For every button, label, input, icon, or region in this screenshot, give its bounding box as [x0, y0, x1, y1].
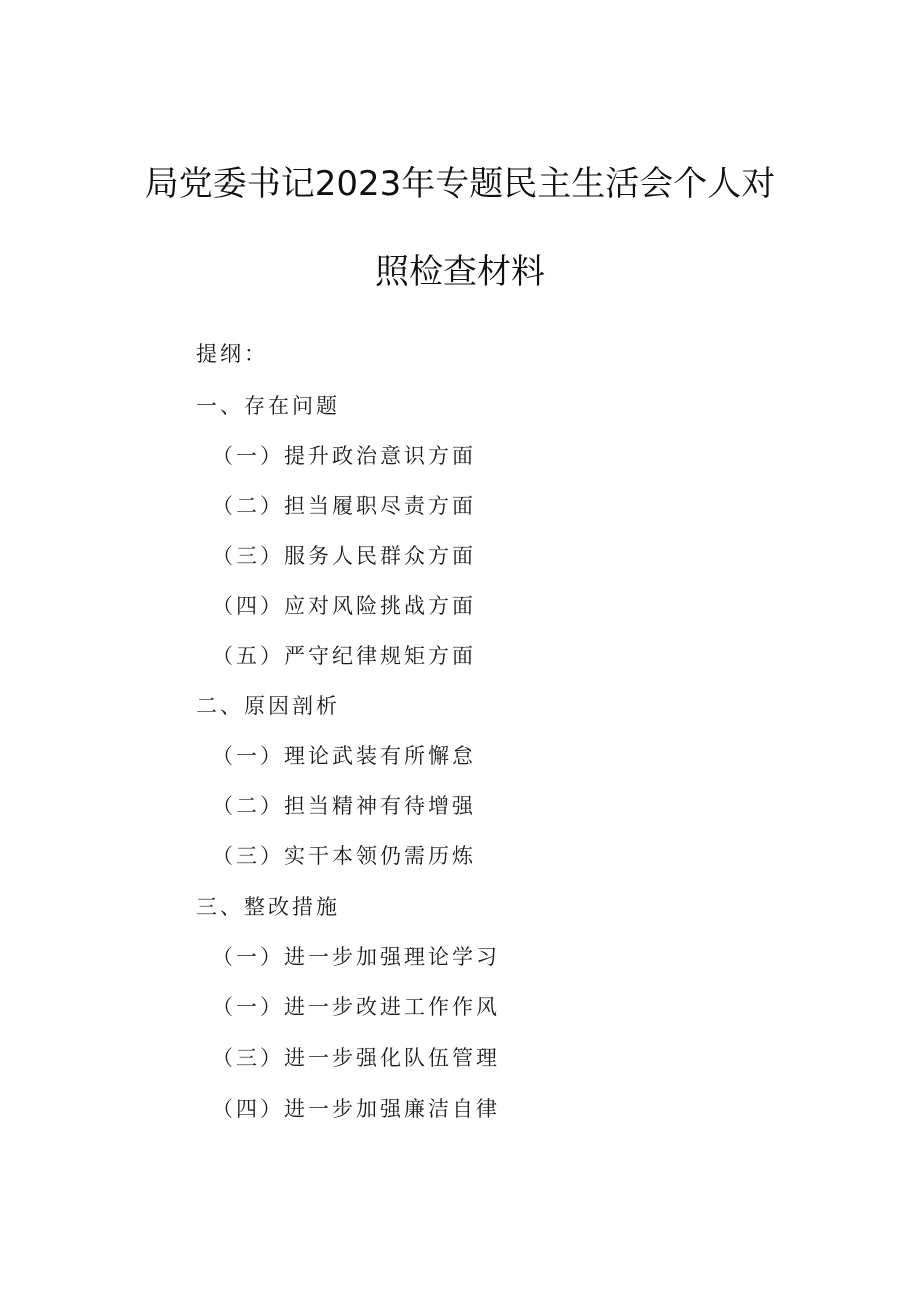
section-heading-measures: 三、整改措施 — [196, 895, 340, 919]
outline-item: （四）应对风险挑战方面 — [212, 594, 476, 618]
outline-item: （一）进一步加强理论学习 — [212, 945, 500, 969]
outline-item: （三）进一步强化队伍管理 — [212, 1046, 500, 1070]
outline-item: （一）提升政治意识方面 — [212, 444, 476, 468]
outline-item: （四）进一步加强廉洁自律 — [212, 1097, 500, 1121]
outline-item: （二）担当履职尽责方面 — [212, 494, 476, 518]
document-title-line-1: 局党委书记2023年专题民主生活会个人对 — [144, 164, 776, 204]
section-heading-causes: 二、原因剖析 — [196, 694, 340, 718]
outline-item: （三）服务人民群众方面 — [212, 544, 476, 568]
outline-item: （一）进一步改进工作作风 — [212, 995, 500, 1019]
outline-item: （二）担当精神有待增强 — [212, 794, 476, 818]
outline-item: （三）实干本领仍需历炼 — [212, 844, 476, 868]
outline-item: （一）理论武装有所懈怠 — [212, 744, 476, 768]
document-title-line-2: 照检查材料 — [375, 252, 545, 292]
section-heading-problems: 一、存在问题 — [196, 394, 340, 418]
outline-label: 提纲： — [196, 342, 268, 366]
outline-item: （五）严守纪律规矩方面 — [212, 644, 476, 668]
